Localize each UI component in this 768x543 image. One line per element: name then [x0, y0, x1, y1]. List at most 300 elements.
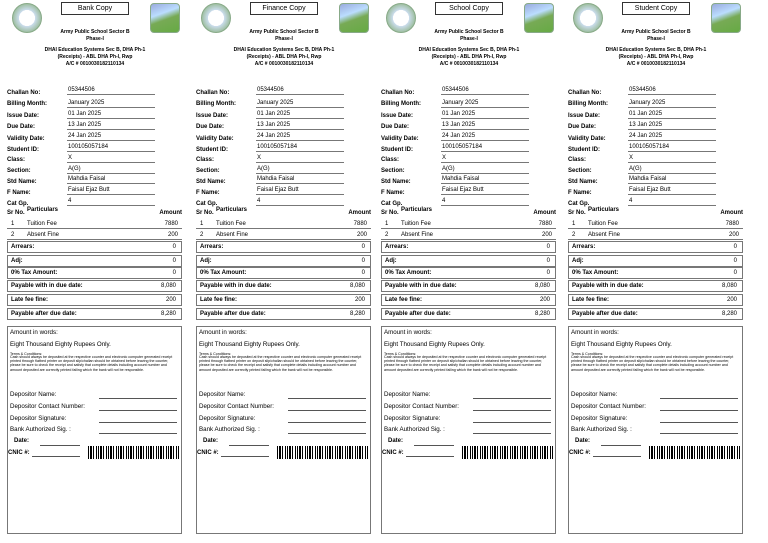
- field-label: Cat Gp.: [381, 201, 403, 207]
- depositor-signature-line[interactable]: [660, 422, 738, 423]
- field-value: 13 Jan 2025: [441, 121, 529, 130]
- depositor-name-line[interactable]: [288, 398, 366, 399]
- field-value: 100105057184: [256, 143, 344, 152]
- depositor-contact-label: Depositor Contact Number:: [571, 403, 646, 410]
- field-label: Challan No:: [7, 90, 41, 96]
- summary-value: 8,280: [534, 311, 550, 317]
- summary-row: [568, 255, 743, 267]
- summary-label: Payable with in due date:: [572, 283, 644, 289]
- date-line[interactable]: [229, 445, 269, 446]
- summary-row: [196, 255, 371, 267]
- summary-label: Adj:: [200, 258, 212, 264]
- challan-copy: [376, 0, 562, 543]
- depositor-name-label: Depositor Name:: [10, 391, 57, 398]
- field-value: January 2025: [256, 99, 344, 108]
- field-label: Challan No:: [568, 90, 602, 96]
- sr-no-header: Sr No.: [381, 210, 399, 216]
- amount-words-box: [196, 326, 371, 534]
- cnic-label: CNIC #:: [197, 450, 219, 456]
- field-value: 01 Jan 2025: [441, 110, 529, 119]
- fee-row-amount: 200: [356, 232, 367, 238]
- bank-line-1: DHAI Education Systems Sec B, DHA Ph-1: [233, 47, 335, 53]
- summary-row: [196, 308, 371, 320]
- summary-value: 8,280: [721, 311, 737, 317]
- field-value: 13 Jan 2025: [628, 121, 716, 130]
- depositor-signature-label: Depositor Signature:: [571, 415, 628, 422]
- field-value: Mahdia Faisal: [628, 175, 716, 184]
- depositor-name-label: Depositor Name:: [571, 391, 618, 398]
- summary-row: [568, 308, 743, 320]
- summary-value: 0: [546, 258, 550, 264]
- bank-sig-label: Bank Authorized Sig. :: [571, 426, 632, 433]
- amount-words-box: [381, 326, 556, 534]
- field-value: 24 Jan 2025: [441, 132, 529, 141]
- sr-no-header: Sr No.: [196, 210, 214, 216]
- fee-row: [568, 220, 743, 229]
- date-label: Date:: [203, 438, 219, 444]
- bank-sig-line[interactable]: [99, 433, 177, 434]
- field-label: Due Date:: [196, 124, 225, 130]
- bank-line-1: DHAI Education Systems Sec B, DHA Ph-1: [605, 47, 707, 53]
- field-value: 4: [256, 197, 344, 206]
- field-value: 05344506: [628, 86, 716, 95]
- amount-words-label: Amount in words:: [384, 329, 432, 336]
- copy-title: School Copy: [435, 2, 503, 15]
- terms-text: Cash should always be deposited at the respective counter and electronic computer generated receipt printed through flatbed printer on deposit slip/challan should be obtained before leaving the counter, please be sure to check the receipt and satisfy that complete details including account number and amount deposited are correctly printed failing which the bank will not be responsible.: [384, 355, 547, 372]
- summary-value: 0: [733, 258, 737, 264]
- summary-row: [196, 267, 371, 279]
- fee-row-name: Tuition Fee: [588, 221, 618, 227]
- challan-copy: [191, 0, 377, 543]
- school-name: Army Public School Sector B: [249, 29, 319, 35]
- field-value: 13 Jan 2025: [67, 121, 155, 130]
- fee-row-name: Tuition Fee: [27, 221, 57, 227]
- terms-text: Cash should always be deposited at the respective counter and electronic computer generated receipt printed through flatbed printer on deposit slip/challan should be obtained before leaving the counter, please be sure to check the receipt and satisfy that complete details including account number and amount deposited are correctly printed failing which the bank will not be responsible.: [571, 355, 734, 372]
- field-label: Billing Month:: [381, 101, 421, 107]
- particulars-header: [196, 207, 371, 220]
- summary-row: [381, 241, 556, 253]
- field-value: Faisal Ejaz Butt: [67, 186, 155, 195]
- fee-row-no: 2: [200, 232, 204, 238]
- amount-words-value: Eight Thousand Eighty Rupees Only.: [384, 341, 485, 348]
- summary-label: 0% Tax Amount:: [11, 270, 58, 276]
- copy-title: Finance Copy: [250, 2, 318, 15]
- summary-label: Arrears:: [200, 244, 224, 250]
- field-label: Section:: [568, 168, 592, 174]
- summary-value: 8,280: [160, 311, 176, 317]
- date-line[interactable]: [601, 445, 641, 446]
- field-value: 24 Jan 2025: [628, 132, 716, 141]
- fee-row: [7, 220, 182, 229]
- summary-row: [196, 280, 371, 292]
- field-value: 100105057184: [67, 143, 155, 152]
- terms-title: Terms & Conditions:: [384, 352, 417, 356]
- date-label: Date:: [575, 438, 591, 444]
- fee-row-no: 1: [385, 221, 389, 227]
- depositor-contact-line[interactable]: [99, 410, 177, 411]
- bank-line-2: (Receipts) - ABL DHA Ph-I, Rwp: [246, 54, 322, 60]
- field-value: 24 Jan 2025: [67, 132, 155, 141]
- field-label: Due Date:: [568, 124, 597, 130]
- particulars-header-label: Particulars: [401, 207, 433, 213]
- depositor-signature-line[interactable]: [473, 422, 551, 423]
- field-value: Mahdia Faisal: [441, 175, 529, 184]
- bank-line-1: DHAI Education Systems Sec B, DHA Ph-1: [44, 47, 146, 53]
- bank-sig-label: Bank Authorized Sig. :: [384, 426, 445, 433]
- cnic-label: CNIC #:: [569, 450, 591, 456]
- summary-label: Payable after due date:: [385, 311, 451, 317]
- fee-row-amount: 7880: [353, 221, 367, 227]
- amount-header: Amount: [348, 210, 371, 216]
- field-label: Section:: [7, 168, 31, 174]
- field-value: 05344506: [67, 86, 155, 95]
- fee-row-amount: 7880: [164, 221, 178, 227]
- depositor-name-label: Depositor Name:: [384, 391, 431, 398]
- summary-row: [568, 241, 743, 253]
- bank-line-2: (Receipts) - ABL DHA Ph-I, Rwp: [618, 54, 694, 60]
- fee-row-amount: 200: [541, 232, 552, 238]
- fee-row-amount: 200: [167, 232, 178, 238]
- summary-label: Adj:: [385, 258, 397, 264]
- sr-no-header: Sr No.: [568, 210, 586, 216]
- field-value: X: [441, 154, 529, 163]
- summary-value: 8,080: [534, 283, 550, 289]
- fee-row: [568, 231, 743, 240]
- depositor-contact-line[interactable]: [473, 410, 551, 411]
- account-number: A/C # 0010030182110134: [439, 61, 499, 67]
- fee-row-no: 2: [385, 232, 389, 238]
- fee-row-name: Absent Fine: [216, 232, 249, 238]
- field-label: Issue Date:: [196, 113, 229, 119]
- summary-label: Payable with in due date:: [200, 283, 272, 289]
- field-value: 01 Jan 2025: [628, 110, 716, 119]
- field-label: Cat Gp.: [7, 201, 29, 207]
- barcode: [649, 446, 741, 459]
- field-label: Section:: [381, 168, 405, 174]
- school-phase: Phase-I: [460, 36, 478, 42]
- depositor-contact-label: Depositor Contact Number:: [10, 403, 85, 410]
- depositor-signature-line[interactable]: [288, 422, 366, 423]
- field-label: Cat Gp.: [196, 201, 218, 207]
- depositor-signature-label: Depositor Signature:: [10, 415, 67, 422]
- field-value: A(G): [67, 165, 155, 174]
- summary-value: 0: [361, 244, 365, 250]
- summary-label: Late fee fine:: [11, 297, 49, 303]
- fee-row: [196, 231, 371, 240]
- depositor-signature-label: Depositor Signature:: [199, 415, 256, 422]
- school-phase: Phase-I: [647, 36, 665, 42]
- fee-row-amount: 200: [728, 232, 739, 238]
- particulars-header: [381, 207, 556, 220]
- summary-value: 8,080: [160, 283, 176, 289]
- field-value: 01 Jan 2025: [67, 110, 155, 119]
- field-label: Std Name:: [568, 179, 598, 185]
- field-value: Faisal Ejaz Butt: [441, 186, 529, 195]
- summary-row: [381, 255, 556, 267]
- summary-row: [7, 267, 182, 279]
- field-label: Validity Date:: [196, 136, 234, 142]
- summary-value: 0: [172, 244, 176, 250]
- amount-words-value: Eight Thousand Eighty Rupees Only.: [199, 341, 300, 348]
- field-value: 100105057184: [441, 143, 529, 152]
- bank-line-1: DHAI Education Systems Sec B, DHA Ph-1: [418, 47, 520, 53]
- account-number: A/C # 0010030182110134: [65, 61, 125, 67]
- bank-line-2: (Receipts) - ABL DHA Ph-I, Rwp: [431, 54, 507, 60]
- summary-value: 200: [165, 297, 176, 303]
- field-value: X: [67, 154, 155, 163]
- field-label: Class:: [381, 157, 400, 163]
- field-value: 4: [628, 197, 716, 206]
- fee-row: [381, 220, 556, 229]
- amount-words-value: Eight Thousand Eighty Rupees Only.: [10, 341, 111, 348]
- cnic-field[interactable]: [406, 448, 454, 457]
- field-label: Validity Date:: [381, 136, 419, 142]
- field-label: Student ID:: [7, 147, 39, 153]
- school-name: Army Public School Sector B: [434, 29, 504, 35]
- summary-value: 200: [354, 297, 365, 303]
- summary-row: [7, 308, 182, 320]
- summary-label: 0% Tax Amount:: [200, 270, 247, 276]
- cnic-field[interactable]: [32, 448, 80, 457]
- summary-row: [568, 280, 743, 292]
- field-label: Section:: [196, 168, 220, 174]
- summary-value: 0: [361, 270, 365, 276]
- field-value: 4: [67, 197, 155, 206]
- field-label: Validity Date:: [568, 136, 606, 142]
- date-label: Date:: [14, 438, 30, 444]
- summary-label: Adj:: [11, 258, 23, 264]
- school-name: Army Public School Sector B: [621, 29, 691, 35]
- particulars-header-label: Particulars: [27, 207, 59, 213]
- field-value: Faisal Ejaz Butt: [256, 186, 344, 195]
- summary-value: 0: [172, 258, 176, 264]
- field-label: Std Name:: [381, 179, 411, 185]
- amount-words-label: Amount in words:: [199, 329, 247, 336]
- summary-row: [381, 294, 556, 306]
- fee-row-name: Absent Fine: [588, 232, 621, 238]
- field-value: 13 Jan 2025: [256, 121, 344, 130]
- summary-label: Late fee fine:: [572, 297, 610, 303]
- field-label: Std Name:: [7, 179, 37, 185]
- summary-row: [381, 308, 556, 320]
- fee-row-amount: 7880: [538, 221, 552, 227]
- summary-value: 8,280: [349, 311, 365, 317]
- field-value: Faisal Ejaz Butt: [628, 186, 716, 195]
- terms-title: Terms & Conditions:: [199, 352, 232, 356]
- field-label: Challan No:: [381, 90, 415, 96]
- particulars-header: [568, 207, 743, 220]
- fee-row-no: 1: [200, 221, 204, 227]
- fee-row-name: Absent Fine: [27, 232, 60, 238]
- school-phase: Phase-I: [275, 36, 293, 42]
- amount-words-label: Amount in words:: [10, 329, 58, 336]
- depositor-name-line[interactable]: [660, 398, 738, 399]
- field-value: 05344506: [441, 86, 529, 95]
- summary-label: Arrears:: [385, 244, 409, 250]
- field-value: A(G): [441, 165, 529, 174]
- terms-title: Terms & Conditions:: [10, 352, 43, 356]
- copy-title: Student Copy: [622, 2, 690, 15]
- cnic-label: CNIC #:: [8, 450, 30, 456]
- bank-sig-line[interactable]: [473, 433, 551, 434]
- fee-row-amount: 7880: [725, 221, 739, 227]
- summary-row: [7, 255, 182, 267]
- field-value: 01 Jan 2025: [256, 110, 344, 119]
- barcode: [277, 446, 369, 459]
- date-line[interactable]: [40, 445, 80, 446]
- field-value: A(G): [256, 165, 344, 174]
- field-value: Mahdia Faisal: [256, 175, 344, 184]
- fee-row-name: Tuition Fee: [216, 221, 246, 227]
- field-label: Billing Month:: [7, 101, 47, 107]
- field-label: Challan No:: [196, 90, 230, 96]
- field-label: Student ID:: [196, 147, 228, 153]
- bank-sig-line[interactable]: [660, 433, 738, 434]
- amount-header: Amount: [720, 210, 743, 216]
- date-label: Date:: [388, 438, 404, 444]
- summary-row: [568, 294, 743, 306]
- amount-words-box: [568, 326, 743, 534]
- fee-row: [196, 220, 371, 229]
- depositor-signature-line[interactable]: [99, 422, 177, 423]
- fee-row-no: 1: [572, 221, 576, 227]
- fee-row-name: Absent Fine: [401, 232, 434, 238]
- field-label: F Name:: [381, 190, 405, 196]
- account-number: A/C # 0010030182110134: [254, 61, 314, 67]
- depositor-name-line[interactable]: [473, 398, 551, 399]
- summary-row: [196, 294, 371, 306]
- field-label: Issue Date:: [381, 113, 414, 119]
- field-label: Due Date:: [7, 124, 36, 130]
- field-label: Validity Date:: [7, 136, 45, 142]
- amount-words-box: [7, 326, 182, 534]
- field-label: Billing Month:: [196, 101, 236, 107]
- field-label: Issue Date:: [568, 113, 601, 119]
- terms-title: Terms & Conditions:: [571, 352, 604, 356]
- terms-text: Cash should always be deposited at the respective counter and electronic computer generated receipt printed through flatbed printer on deposit slip/challan should be obtained before leaving the counter, please be sure to check the receipt and satisfy that complete details including account number and amount deposited are correctly printed failing which the bank will not be responsible.: [199, 355, 362, 372]
- depositor-name-label: Depositor Name:: [199, 391, 246, 398]
- school-name: Army Public School Sector B: [60, 29, 130, 35]
- field-value: 24 Jan 2025: [256, 132, 344, 141]
- fee-row-no: 1: [11, 221, 15, 227]
- depositor-contact-line[interactable]: [288, 410, 366, 411]
- cnic-field[interactable]: [221, 448, 269, 457]
- field-label: Due Date:: [381, 124, 410, 130]
- particulars-header: [7, 207, 182, 220]
- fee-row-name: Tuition Fee: [401, 221, 431, 227]
- field-label: Class:: [196, 157, 215, 163]
- summary-label: Payable with in due date:: [11, 283, 83, 289]
- summary-row: [7, 294, 182, 306]
- field-label: Billing Month:: [568, 101, 608, 107]
- depositor-contact-label: Depositor Contact Number:: [199, 403, 274, 410]
- summary-value: 0: [546, 244, 550, 250]
- summary-row: [381, 267, 556, 279]
- field-value: Mahdia Faisal: [67, 175, 155, 184]
- barcode: [462, 446, 554, 459]
- depositor-contact-label: Depositor Contact Number:: [384, 403, 459, 410]
- depositor-signature-label: Depositor Signature:: [384, 415, 441, 422]
- summary-row: [7, 241, 182, 253]
- terms-text: Cash should always be deposited at the respective counter and electronic computer generated receipt printed through flatbed printer on deposit slip/challan should be obtained before leaving the counter, please be sure to check the receipt and satisfy that complete details including account number and amount deposited are correctly printed failing which the bank will not be responsible.: [10, 355, 173, 372]
- challan-copy: [2, 0, 188, 543]
- summary-label: Payable after due date:: [572, 311, 638, 317]
- field-label: Class:: [568, 157, 587, 163]
- field-value: 4: [441, 197, 529, 206]
- summary-label: Arrears:: [11, 244, 35, 250]
- fee-row-no: 2: [11, 232, 15, 238]
- amount-header: Amount: [159, 210, 182, 216]
- bank-sig-label: Bank Authorized Sig. :: [10, 426, 71, 433]
- summary-label: Late fee fine:: [385, 297, 423, 303]
- summary-value: 8,080: [349, 283, 365, 289]
- sr-no-header: Sr No.: [7, 210, 25, 216]
- school-phase: Phase-I: [86, 36, 104, 42]
- fee-row: [381, 231, 556, 240]
- field-value: X: [628, 154, 716, 163]
- bank-sig-line[interactable]: [288, 433, 366, 434]
- date-line[interactable]: [414, 445, 454, 446]
- summary-value: 8,080: [721, 283, 737, 289]
- field-label: F Name:: [196, 190, 220, 196]
- field-label: F Name:: [568, 190, 592, 196]
- field-label: Issue Date:: [7, 113, 40, 119]
- summary-label: 0% Tax Amount:: [572, 270, 619, 276]
- particulars-header-label: Particulars: [216, 207, 248, 213]
- cnic-label: CNIC #:: [382, 450, 404, 456]
- depositor-contact-line[interactable]: [660, 410, 738, 411]
- field-value: A(G): [628, 165, 716, 174]
- bank-sig-label: Bank Authorized Sig. :: [199, 426, 260, 433]
- field-value: 100105057184: [628, 143, 716, 152]
- summary-row: [568, 267, 743, 279]
- field-value: X: [256, 154, 344, 163]
- summary-value: 0: [172, 270, 176, 276]
- fee-row-no: 2: [572, 232, 576, 238]
- field-value: 05344506: [256, 86, 344, 95]
- summary-label: Payable with in due date:: [385, 283, 457, 289]
- summary-value: 200: [726, 297, 737, 303]
- summary-value: 0: [733, 244, 737, 250]
- field-label: F Name:: [7, 190, 31, 196]
- field-label: Student ID:: [568, 147, 600, 153]
- challan-copy: [563, 0, 749, 543]
- summary-label: Adj:: [572, 258, 584, 264]
- particulars-header-label: Particulars: [588, 207, 620, 213]
- depositor-name-line[interactable]: [99, 398, 177, 399]
- summary-label: Arrears:: [572, 244, 596, 250]
- summary-row: [7, 280, 182, 292]
- bank-line-2: (Receipts) - ABL DHA Ph-I, Rwp: [57, 54, 133, 60]
- summary-value: 0: [361, 258, 365, 264]
- field-label: Cat Gp.: [568, 201, 590, 207]
- amount-header: Amount: [533, 210, 556, 216]
- cnic-field[interactable]: [593, 448, 641, 457]
- summary-label: Late fee fine:: [200, 297, 238, 303]
- copy-title: Bank Copy: [61, 2, 129, 15]
- field-label: Std Name:: [196, 179, 226, 185]
- field-value: January 2025: [441, 99, 529, 108]
- barcode: [88, 446, 180, 459]
- summary-row: [196, 241, 371, 253]
- field-label: Class:: [7, 157, 26, 163]
- account-number: A/C # 0010030182110134: [626, 61, 686, 67]
- summary-label: Payable after due date:: [200, 311, 266, 317]
- summary-label: Payable after due date:: [11, 311, 77, 317]
- field-label: Student ID:: [381, 147, 413, 153]
- summary-value: 200: [539, 297, 550, 303]
- amount-words-label: Amount in words:: [571, 329, 619, 336]
